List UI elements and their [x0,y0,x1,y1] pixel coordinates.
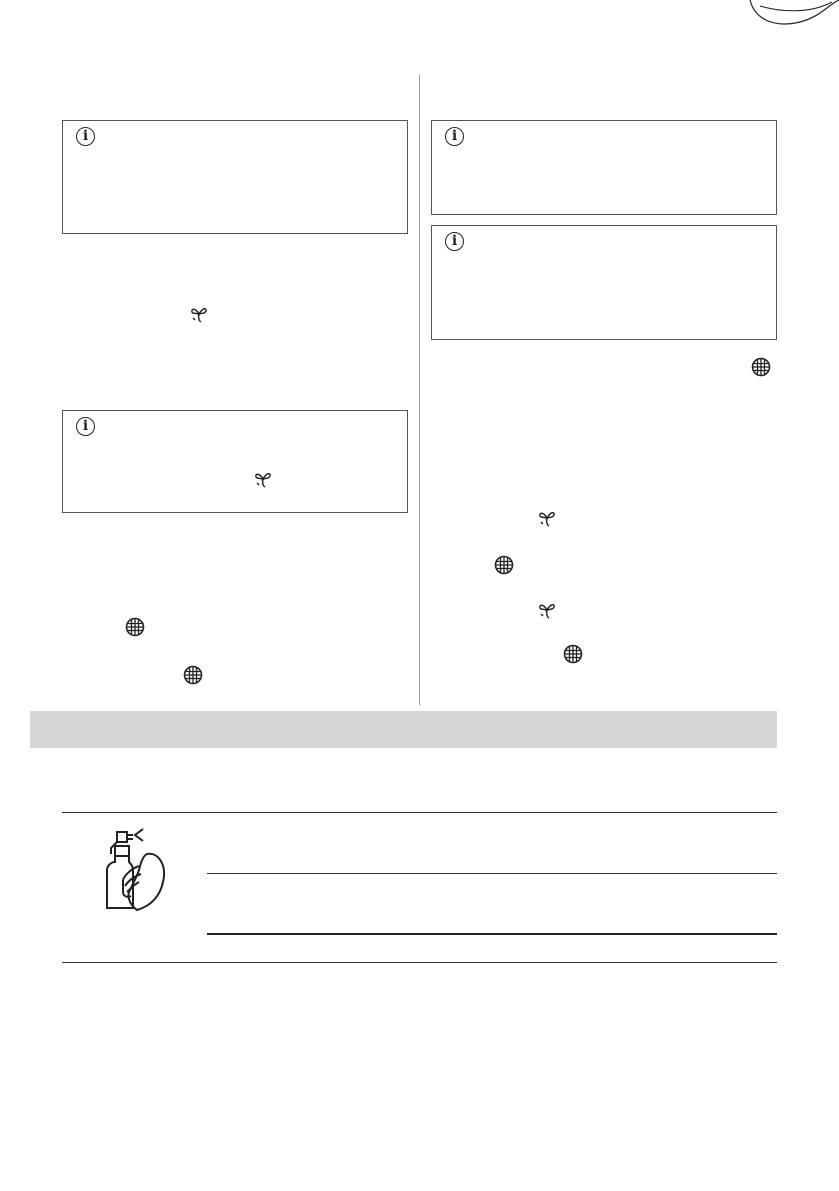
table-row-divider [207,933,777,935]
table-top-border [62,812,777,813]
info-box-right-2 [431,225,777,340]
info-icon: i [76,127,95,146]
table-row-divider [207,873,777,874]
info-icon: i [445,127,464,146]
table-bottom-border [62,962,777,963]
grid-filter-icon [563,644,583,664]
info-icon: i [445,232,464,251]
info-box-left-2 [62,410,408,513]
grid-filter-icon [751,357,771,377]
grid-filter-icon [494,555,514,575]
section-heading-bar [30,711,777,748]
fan-icon [537,507,557,527]
spray-cleaning-icon [103,826,169,912]
fan-icon [537,599,557,619]
fan-icon [189,303,209,323]
column-divider [419,75,420,705]
info-box-right-1 [431,120,777,215]
grid-filter-icon [183,665,203,685]
info-icon: i [76,417,95,436]
grid-filter-icon [125,617,145,637]
info-box-left-1 [62,120,408,234]
corner-curve-decoration [620,0,839,60]
fan-icon [253,468,273,488]
